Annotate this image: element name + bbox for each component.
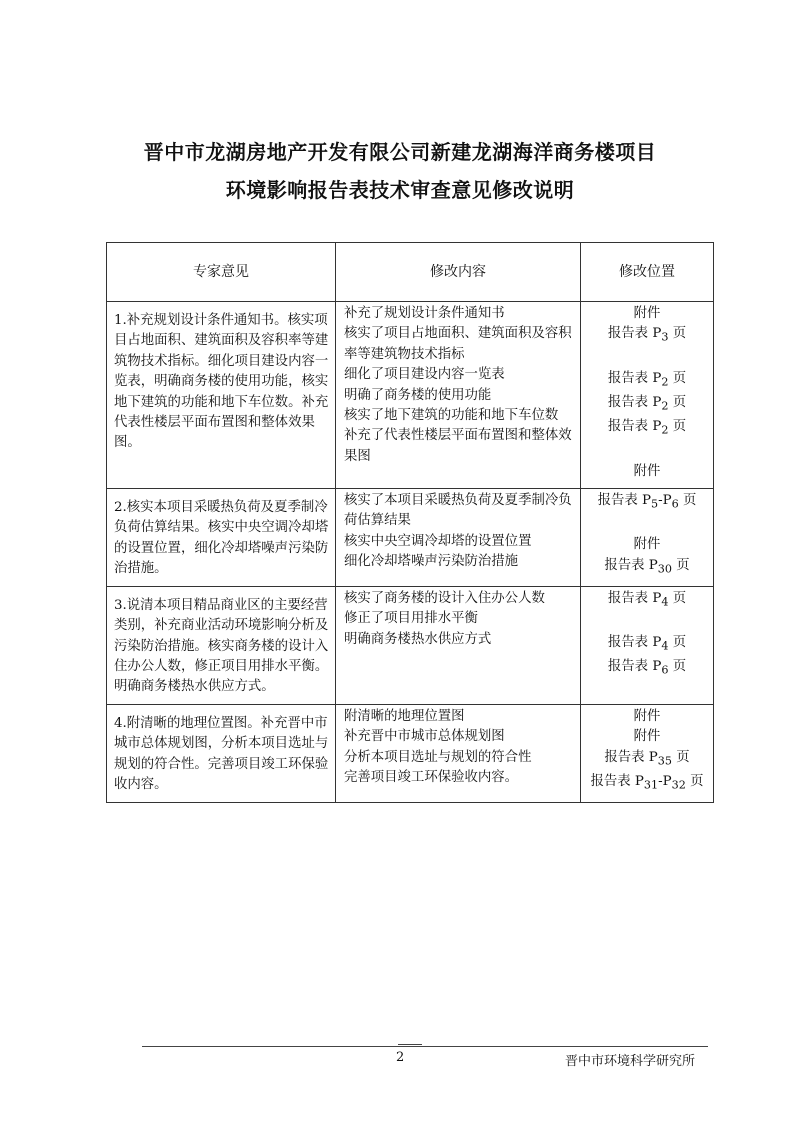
position-ref: 报告表 $P_3$ 页 <box>607 326 687 345</box>
header-modification-content: 修改内容 <box>336 243 581 302</box>
modification-item: 细化冷却塔噪声污染防治措施 <box>344 554 519 570</box>
footer-page-mark <box>398 1044 422 1045</box>
expert-opinion-cell: 3.说清本项目精品商业区的主要经营类别，补充商业活动环境影响分析及污染防治措施。核实商务楼的设计入住办公人数，修正项目用排水平衡。明确商务楼热水供应方式。 <box>107 586 336 704</box>
position-ref: 附件 <box>633 306 661 321</box>
position-ref: 附件 <box>633 463 661 479</box>
modification-item: 补充了代表性楼层平面布置图和整体效果图 <box>344 428 572 464</box>
modification-item: 附清晰的地理位置图 <box>344 708 465 724</box>
position-ref: 附件 <box>633 537 661 553</box>
modification-item: 核实了商务楼的设计入住办公人数 <box>344 590 545 606</box>
document-title-line-2: 环境影响报告表技术审查意见修改说明 <box>225 178 575 202</box>
position-ref: 报告表 $P_2$ 页 <box>607 419 687 437</box>
position-ref: 报告表 $P_{30}$ 页 <box>604 557 690 576</box>
table-row <box>107 704 714 802</box>
table-row <box>107 586 714 704</box>
position-ref: 附件 <box>633 729 661 745</box>
document-title-line-1: 晋中市龙湖房地产开发有限公司新建龙湖海洋商务楼项目 <box>143 140 657 164</box>
modification-item: 分析本项目选址与规划的符合性 <box>344 749 532 765</box>
modification-item: 补充晋中市城市总体规划图 <box>344 729 505 745</box>
table-header-row <box>107 243 714 302</box>
position-ref: 报告表 $P_2$ 页 <box>607 370 687 389</box>
position-ref: 报告表 $P_{31}-P_{32}$ 页 <box>590 773 704 792</box>
modification-item: 细化了项目建设内容一览表 <box>344 367 505 383</box>
modification-position-cell <box>581 586 714 704</box>
modification-item: 修正了项目用排水平衡 <box>344 611 478 627</box>
modification-position-cell <box>581 704 714 802</box>
position-ref: 报告表 $P_6$ 页 <box>607 659 687 678</box>
expert-opinion-cell: 2.核实本项目采暖热负荷及夏季制冷负荷估算结果。核实中央空调冷却塔的设置位置，细化冷却塔噪声污染防治措施。 <box>107 488 336 586</box>
modification-item: 核实中央空调冷却塔的设置位置 <box>344 533 532 549</box>
modification-item: 完善项目竣工环保验收内容。 <box>344 770 519 786</box>
modification-content-cell <box>336 302 581 489</box>
modification-position-cell <box>581 302 714 489</box>
footer-institute: 晋中市环境科学研究所 <box>565 1054 696 1069</box>
modification-position-cell <box>581 488 714 586</box>
expert-opinion-cell: 4.附清晰的地理位置图。补充晋中市城市总体规划图，分析本项目选址与规划的符合性。完善项目竣工环保验收内容。 <box>107 704 336 802</box>
modification-item: 核实了项目占地面积、建筑面积及容积率等建筑物技术指标 <box>344 326 572 362</box>
modification-content-cell <box>336 488 581 586</box>
modification-item: 核实了本项目采暖热负荷及夏季制冷负荷估算结果 <box>344 492 572 529</box>
position-ref: 报告表 $P_4$ 页 <box>607 590 687 609</box>
modification-item: 明确商务楼热水供应方式 <box>344 631 492 647</box>
table-row <box>107 302 714 489</box>
table-row <box>107 488 714 586</box>
modification-content-cell <box>336 704 581 802</box>
modification-content-cell <box>336 586 581 704</box>
position-ref: 报告表 $P_2$ 页 <box>607 394 687 413</box>
position-ref: 报告表 $P_{35}$ 页 <box>604 749 690 768</box>
position-ref: 附件 <box>633 708 661 724</box>
revision-table <box>106 242 714 803</box>
modification-item: 补充了规划设计条件通知书 <box>344 306 505 321</box>
header-modification-position: 修改位置 <box>581 243 714 302</box>
modification-item: 核实了地下建筑的功能和地下车位数 <box>344 408 559 424</box>
header-expert-opinion: 专家意见 <box>107 243 336 302</box>
footer-divider <box>142 1046 708 1047</box>
position-ref: 报告表 $P_4$ 页 <box>607 635 687 653</box>
position-ref: 报告表 $P_5-P_6$ 页 <box>597 492 697 511</box>
modification-item: 明确了商务楼的使用功能 <box>344 387 492 403</box>
expert-opinion-cell: 1.补充规划设计条件通知书。核实项目占地面积、建筑面积及容积率等建筑物技术指标。细化项目建设内容一览表，明确商务楼的使用功能，核实地下建筑的功能和地下车位数。补充代表性楼层平面布置图和整体效果图。 <box>107 302 336 489</box>
page-number: 2 <box>396 1050 405 1065</box>
